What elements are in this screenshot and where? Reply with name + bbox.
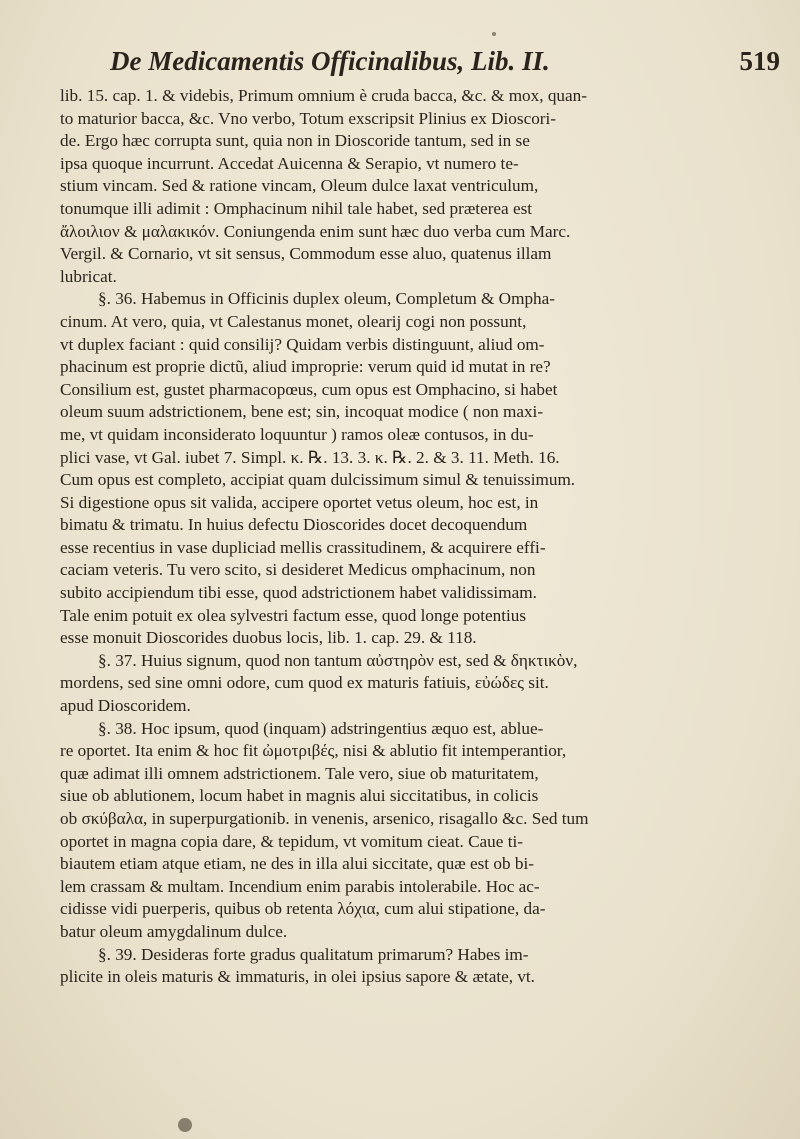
text-line: biautem etiam atque etiam, ne des in illa alui siccitate, quæ est ob bi-: [60, 854, 534, 874]
section-36: [60, 288, 700, 650]
text-line: oportet in magna copia dare, & tepidum, vt vomitum cieat. Caue ti-: [60, 831, 523, 851]
text-line: to maturior bacca, &c. Vno verbo, Totum exscripsit Plinius ex Dioscori-: [60, 108, 557, 128]
text-line: Si digestione opus sit valida, accipere oportet vetus oleum, hoc est, in: [60, 492, 539, 512]
section-38: [60, 718, 700, 944]
text-line: subito accipiendum tibi esse, quod adstrictionem habet validissimam.: [60, 583, 537, 603]
text-line: §. 37. Huius signum, quod non tantum αὐστηρὸν est, sed & δηκτικὸν,: [98, 650, 578, 670]
text-line: cidisse vidi puerperis, quibus ob retenta λόχια, cum alui stipatione, da-: [60, 899, 546, 919]
ink-blot: [178, 1118, 192, 1132]
text-line: esse monuit Dioscorides duobus locis, lib. 1. cap. 29. & 118.: [60, 628, 477, 648]
text-line: vt duplex faciant : quid consilij? Quidam verbis distinguunt, aliud om-: [60, 334, 545, 354]
text-line: §. 39. Desideras forte gradus qualitatum primarum? Habes im-: [98, 944, 529, 964]
text-line: esse recentius in vase dupliciad mellis crassitudinem, & acquirere effi-: [60, 537, 546, 557]
text-line: Cum opus est completo, accipiat quam dulcissimum simul & tenuissimum.: [60, 470, 576, 490]
text-line: Consilium est, gustet pharmacopœus, cum opus est Omphacino, si habet: [60, 379, 558, 399]
text-line: stium vincam. Sed & ratione vincam, Oleum dulce laxat ventriculum,: [60, 176, 539, 196]
text-line: re oportet. Ita enim & hoc fit ὠμοτριβές, nisi & ablutio fit intemperantior,: [60, 741, 567, 761]
section-37: [60, 650, 700, 718]
paragraph-continued: [60, 85, 700, 288]
text-line: me, vt quidam inconsiderato loquuntur ) ramos oleæ contusos, in du-: [60, 424, 534, 444]
running-header: [110, 46, 780, 77]
text-line: apud Dioscoridem.: [60, 696, 191, 716]
text-line: plicite in oleis maturis & immaturis, in olei ipsius sapore & ætate, vt.: [60, 967, 535, 987]
page-number: 519: [739, 46, 780, 76]
text-line: lubricat.: [60, 266, 117, 286]
text-line: cinum. At vero, quia, vt Calestanus monet, olearij cogi non possunt,: [60, 311, 527, 331]
text-line: §. 36. Habemus in Officinis duplex oleum, Completum & Ompha-: [98, 289, 556, 309]
text-line: phacinum est proprie dictũ, aliud improprie: verum quid id mutat in re?: [60, 357, 551, 377]
text-line: ob σκύβαλα, in superpurgationib. in venenis, arsenico, risagallo &c. Sed tum: [60, 809, 589, 828]
text-line: oleum suum adstrictionem, bene est; sin, incoquat modice ( non maxi-: [60, 402, 544, 422]
text-line: batur oleum amygdalinum dulce.: [60, 921, 288, 941]
text-line: ipsa quoque incurrunt. Accedat Auicenna & Serapio, vt numero te-: [60, 153, 519, 173]
text-line: tonumque illi adimit : Omphacinum nihil tale habet, sed præterea est: [60, 198, 533, 218]
text-line: §. 38. Hoc ipsum, quod (inquam) adstringentius æquo est, ablue-: [98, 718, 544, 738]
text-line: Tale enim potuit ex olea sylvestri factum esse, quod longe potentius: [60, 605, 527, 625]
text-line: lib. 15. cap. 1. & videbis, Primum omnium è cruda bacca, &c. & mox, quan-: [60, 86, 587, 105]
text-line: quæ adimat illi omnem adstrictionem. Tale vero, siue ob maturitatem,: [60, 763, 539, 783]
text-line: bimatu & trimatu. In huius defectu Dioscorides docet decoquendum: [60, 515, 528, 535]
text-line: mordens, sed sine omni odore, cum quod ex maturis fatiuis, εὐώδες sit.: [60, 673, 549, 693]
text-line: Vergil. & Cornario, vt sit sensus, Commodum esse aluo, quatenus illam: [60, 244, 552, 264]
text-line: siue ob ablutionem, locum habet in magnis alui siccitatibus, in colicis: [60, 786, 539, 806]
text-line: de. Ergo hæc corrupta sunt, quia non in Dioscoride tantum, sed in se: [60, 131, 530, 151]
ink-speck: [492, 32, 496, 36]
text-line: ἄλοιλιον & μαλακικόν. Coniungenda enim sunt hæc duo verba cum Marc.: [60, 221, 571, 241]
page-title: De Medicamentis Officinalibus, Lib. II.: [110, 46, 550, 76]
text-body: [60, 85, 700, 989]
text-line: caciam veteris. Tu vero scito, si desideret Medicus omphacinum, non: [60, 560, 536, 580]
text-line: plici vase, vt Gal. iubet 7. Simpl. κ. ℞. 13. 3. κ. ℞. 2. & 3. 11. Meth. 16.: [60, 447, 560, 467]
section-39: [60, 944, 700, 989]
text-line: lem crassam & multam. Incendium enim parabis intolerabile. Hoc ac-: [60, 876, 540, 896]
